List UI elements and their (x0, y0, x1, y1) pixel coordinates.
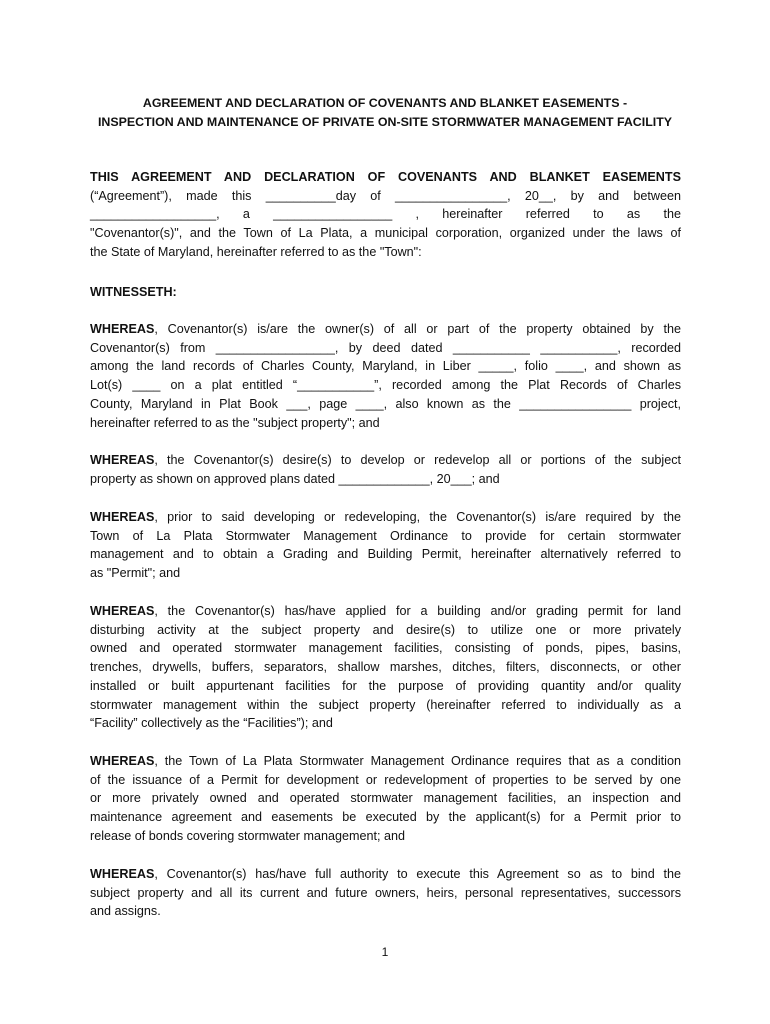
whereas-clause-2 (90, 451, 681, 488)
clause-line: owned and operated stormwater management facilities, consisting of ponds, pipes, basins, (90, 641, 681, 656)
clause-line: Town of La Plata Stormwater Management Ordinance to provide for certain stormwater (90, 528, 681, 543)
clause-line (90, 508, 681, 527)
intro-line: (“Agreement”), made this __________day of ________________, 20__, by and between (90, 188, 681, 203)
clause-line: disturbing activity at the subject property and desire(s) to utilize one or more privately (90, 622, 681, 637)
clause-line: County, Maryland in Plat Book ___, page ____, also known as the ________________ project, (90, 396, 681, 411)
clause-text: , Covenantor(s) has/have full authority to execute this Agreement so as to bind the (154, 867, 681, 881)
whereas-clause-1 (90, 320, 681, 432)
clause-line: “Facility” collectively as the “Facilities”); and (90, 716, 333, 731)
clause-line: of the issuance of a Permit for development or redevelopment of properties to be served by one (90, 772, 681, 787)
clause-line: maintenance agreement and easements be executed by the applicant(s) for a Permit prior to (90, 810, 681, 825)
clause-line: among the land records of Charles County, Maryland, in Liber _____, folio ____, and shown as (90, 359, 681, 374)
intro-line: __________________, a _________________ , hereinafter referred to as the (90, 207, 681, 222)
clause-line: hereinafter referred to as the "subject property"; and (90, 415, 380, 430)
clause-text: , Covenantor(s) is/are the owner(s) of all or part of the property obtained by the (154, 322, 681, 336)
clause-line: subject property and all its current and future owners, heirs, personal representatives, successors (90, 885, 681, 900)
whereas-label: WHEREAS (90, 510, 155, 524)
clause-line: stormwater management within the subject property (hereinafter referred to individually as a (90, 697, 681, 712)
intro-line: the State of Maryland, hereinafter referred to as the "Town": (90, 244, 422, 259)
clause-text: , the Town of La Plata Stormwater Management Ordinance requires that as a condition (154, 754, 681, 768)
clause-text: , prior to said developing or redeveloping, the Covenantor(s) is/are required by the (154, 510, 681, 524)
clause-line: Lot(s) ____ on a plat entitled “___________”, recorded among the Plat Records of Charles (90, 378, 681, 393)
clause-line: installed or built appurtenant facilities for the purpose of providing quantity and/or quality (90, 678, 681, 693)
clause-line: trenches, drywells, buffers, separators, shallow marshes, ditches, filters, disconnects, or other (90, 660, 681, 675)
clause-line: Covenantor(s) from _________________, by deed dated ___________ ___________, recorded (90, 340, 681, 355)
clause-line (90, 320, 681, 339)
whereas-clause-3 (90, 508, 681, 583)
clause-line (90, 451, 681, 470)
title-line-2: INSPECTION AND MAINTENANCE OF PRIVATE ON-SITE STORMWATER MANAGEMENT FACILITY (97, 115, 673, 129)
intro-paragraph (90, 168, 681, 262)
clause-line: release of bonds covering stormwater management; and (90, 828, 406, 843)
whereas-clause-4 (90, 602, 681, 733)
whereas-label: WHEREAS (90, 754, 155, 768)
clause-line (90, 865, 681, 884)
clause-line: as "Permit"; and (90, 566, 181, 581)
page-number: 1 (381, 945, 389, 959)
document-title (70, 94, 700, 132)
clause-line (90, 752, 681, 771)
whereas-clause-5 (90, 752, 681, 846)
clause-line: or more privately owned and operated stormwater management facilities, an inspection and (90, 791, 681, 806)
whereas-label: WHEREAS (90, 604, 155, 618)
title-line-1: AGREEMENT AND DECLARATION OF COVENANTS AND BLANKET EASEMENTS - (142, 96, 628, 110)
whereas-clause-6 (90, 865, 681, 921)
witnesseth-heading: WITNESSETH: (90, 285, 177, 299)
clause-text: , the Covenantor(s) desire(s) to develop or redevelop all or portions of the subject (154, 453, 681, 467)
clause-line: management and to obtain a Grading and Building Permit, hereinafter alternatively referred to (90, 547, 681, 562)
whereas-label: WHEREAS (90, 322, 155, 336)
intro-line: "Covenantor(s)", and the Town of La Plata, a municipal corporation, organized under the laws of (90, 226, 681, 241)
whereas-label: WHEREAS (90, 453, 155, 467)
whereas-label: WHEREAS (90, 867, 155, 881)
intro-line: THIS AGREEMENT AND DECLARATION OF COVENANTS AND BLANKET EASEMENTS (90, 170, 681, 184)
clause-line: and assigns. (90, 904, 161, 919)
clause-text: , the Covenantor(s) has/have applied for a building and/or grading permit for land (154, 604, 681, 618)
clause-line (90, 602, 681, 621)
clause-line: property as shown on approved plans dated _____________, 20___; and (90, 471, 500, 486)
